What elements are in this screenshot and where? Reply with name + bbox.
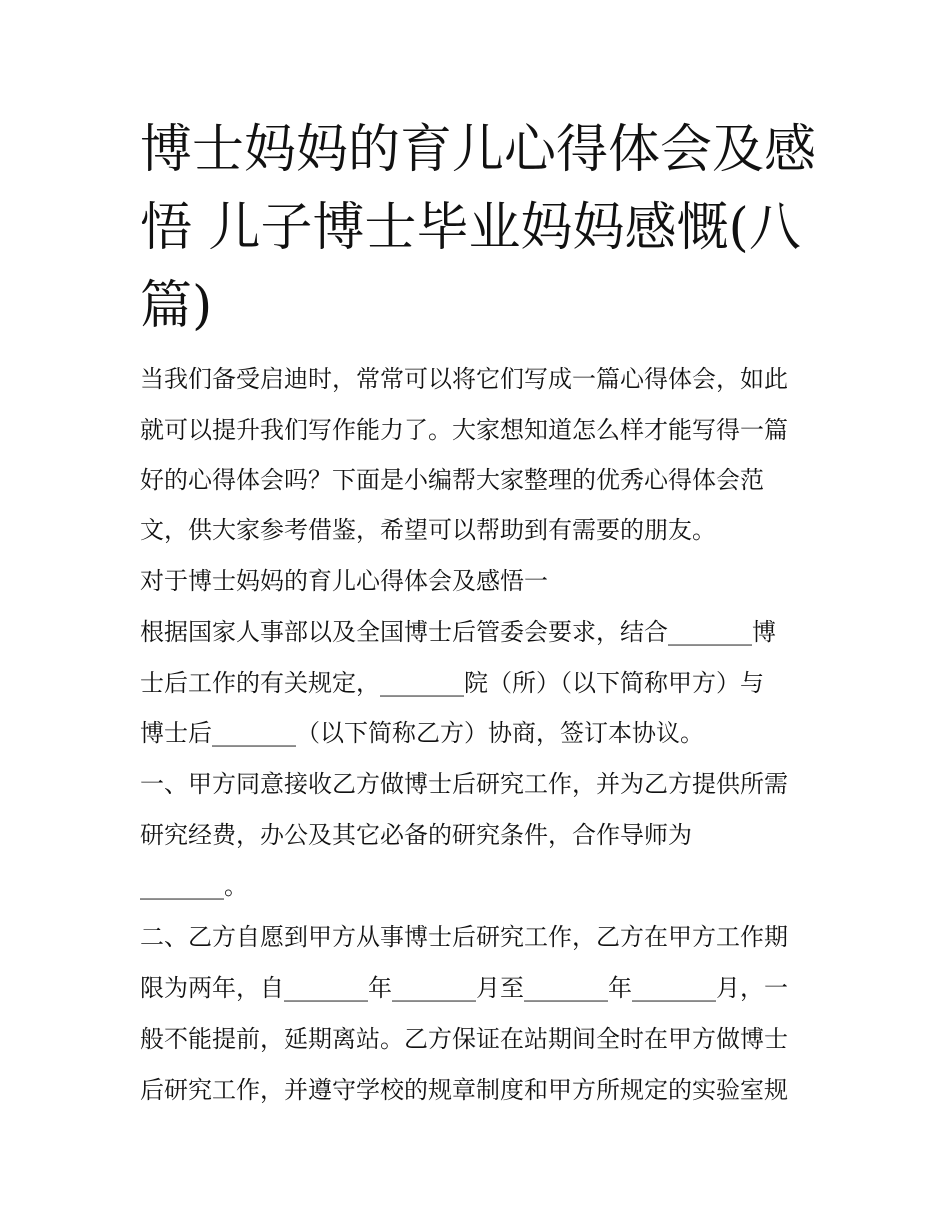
body-line: 博士后_______（以下简称乙方）协商，签订本协议。 <box>140 719 704 747</box>
body-line: 士后工作的有关规定，_______院（所）（以下简称甲方）与 <box>140 669 764 697</box>
document-title-line-1: 博士妈妈的育儿心得体会及感 <box>140 120 817 180</box>
document-title-line-2: 悟 儿子博士毕业妈妈感慨(八 <box>140 198 801 258</box>
body-line: 二、乙方自愿到甲方从事博士后研究工作，乙方在甲方工作期 <box>140 923 788 951</box>
section-heading: 对于博士妈妈的育儿心得体会及感悟一 <box>140 567 548 595</box>
body-line: 当我们备受启迪时，常常可以将它们写成一篇心得体会，如此 <box>140 365 788 393</box>
body-line: 就可以提升我们写作能力了。大家想知道怎么样才能写得一篇 <box>140 416 788 444</box>
body-line: 根据国家人事部以及全国博士后管委会要求，结合_______博 <box>140 618 776 646</box>
body-line: 限为两年，自_______年_______月至_______年_______月，一 <box>140 974 788 1002</box>
body-line: 一、甲方同意接收乙方做博士后研究工作，并为乙方提供所需 <box>140 770 788 798</box>
body-line: 研究经费，办公及其它必备的研究条件，合作导师为 <box>140 821 692 849</box>
body-line: _______。 <box>140 872 248 900</box>
body-line: 好的心得体会吗？下面是小编帮大家整理的优秀心得体会范 <box>140 466 764 494</box>
document-title-line-3: 篇) <box>140 276 213 336</box>
body-line: 后研究工作，并遵守学校的规章制度和甲方所规定的实验室规 <box>140 1076 788 1104</box>
body-line: 般不能提前，延期离站。乙方保证在站期间全时在甲方做博士 <box>140 1025 788 1053</box>
body-line: 文，供大家参考借鉴，希望可以帮助到有需要的朋友。 <box>140 516 716 544</box>
